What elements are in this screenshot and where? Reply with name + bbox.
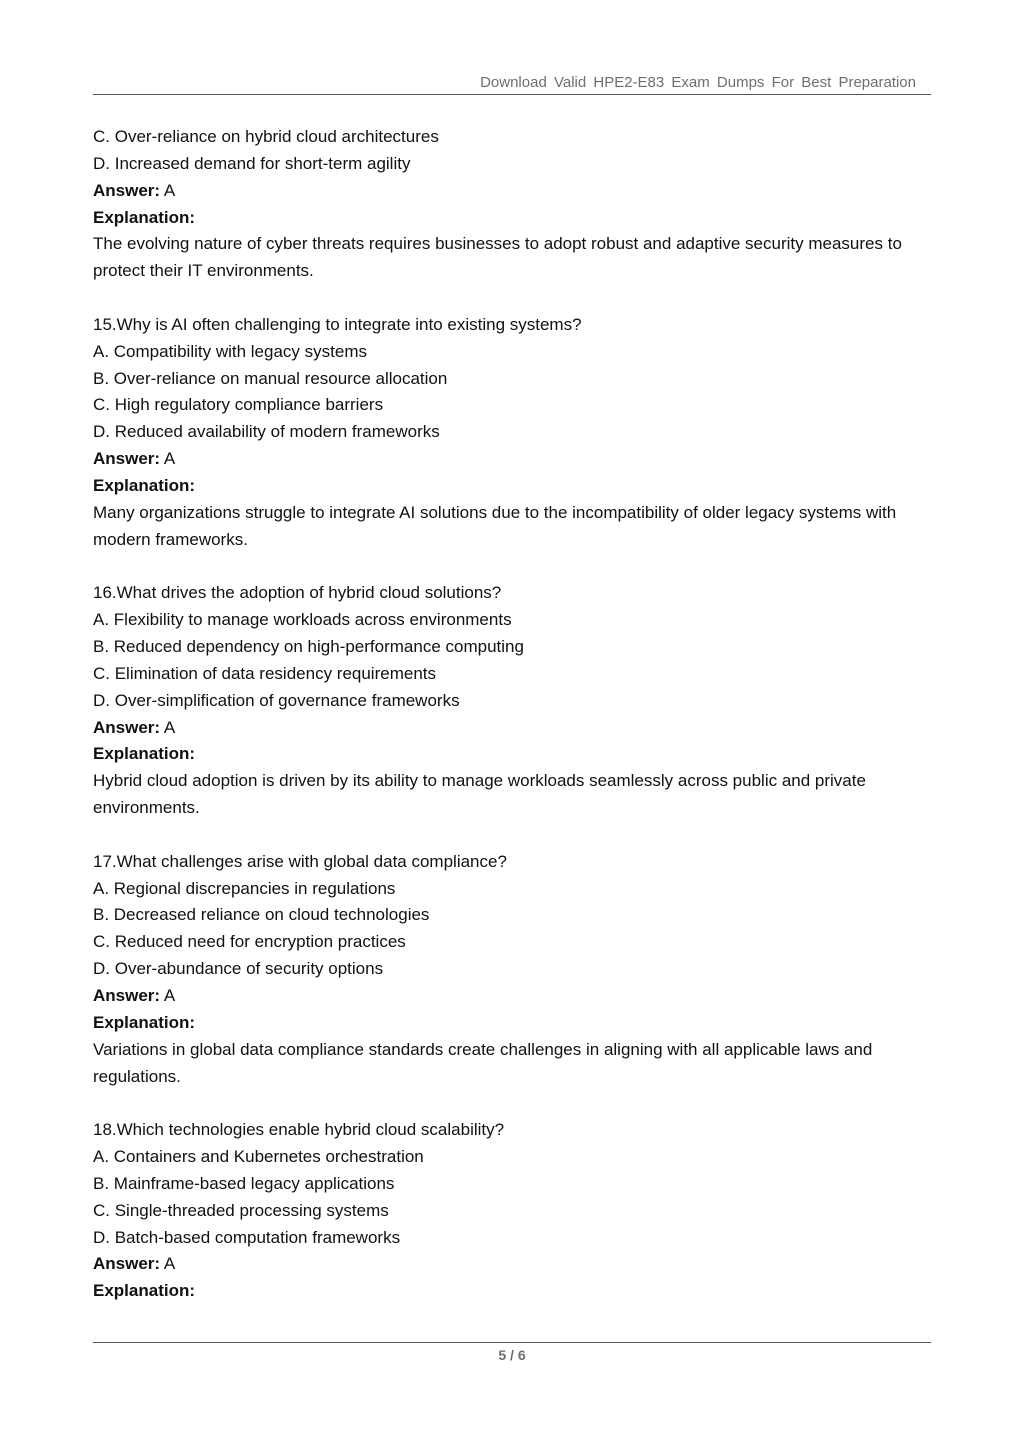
answer-line <box>93 983 938 1010</box>
spacer <box>93 1090 938 1117</box>
option-c: C. Single-threaded processing systems <box>93 1200 389 1220</box>
answer-line <box>93 446 938 473</box>
option-a: A. Regional discrepancies in regulations <box>93 878 396 898</box>
option-b: B. Reduced dependency on high-performance computing <box>93 637 524 657</box>
question-text: 15.Why is AI often challenging to integrate into existing systems? <box>93 314 582 334</box>
answer-label: Answer: <box>93 449 161 469</box>
spacer <box>93 554 938 581</box>
explanation-text: Hybrid cloud adoption is driven by its ability to manage workloads seamlessly across public and private environments. <box>93 771 866 818</box>
page-number: 5 / 6 <box>498 1347 526 1363</box>
answer-line <box>93 715 938 742</box>
question-text: 17.What challenges arise with global data compliance? <box>93 851 507 871</box>
option-b: B. Decreased reliance on cloud technologies <box>93 905 430 925</box>
answer-value: A <box>160 180 176 200</box>
option-a: A. Flexibility to manage workloads across environments <box>93 610 512 630</box>
question-text: 16.What drives the adoption of hybrid cloud solutions? <box>93 583 502 603</box>
answer-label: Answer: <box>93 717 161 737</box>
question-text: 18.Which technologies enable hybrid cloud scalability? <box>93 1120 505 1140</box>
answer-value: A <box>160 1254 176 1274</box>
question-block-18 <box>93 1117 938 1305</box>
explanation-text: The evolving nature of cyber threats requires businesses to adopt robust and adaptive security measures to protect their IT environments. <box>93 234 902 281</box>
explanation-label: Explanation: <box>93 744 196 764</box>
question-block-17 <box>93 849 938 1091</box>
option-a: A. Compatibility with legacy systems <box>93 341 367 361</box>
document-body <box>93 124 938 1305</box>
explanation-label: Explanation: <box>93 1012 196 1032</box>
option-b: B. Over-reliance on manual resource allocation <box>93 368 448 388</box>
page-header <box>93 72 931 95</box>
answer-line <box>93 1251 938 1278</box>
option-c: C. High regulatory compliance barriers <box>93 395 384 415</box>
option-c: C. Reduced need for encryption practices <box>93 932 406 952</box>
answer-value: A <box>160 449 176 469</box>
option-d: D. Reduced availability of modern frameworks <box>93 422 440 442</box>
answer-line <box>93 178 938 205</box>
question-block-continued <box>93 124 938 285</box>
question-block-15 <box>93 312 938 554</box>
answer-value: A <box>160 717 176 737</box>
question-block-16 <box>93 580 938 822</box>
option-d: D. Batch-based computation frameworks <box>93 1227 401 1247</box>
explanation-text: Many organizations struggle to integrate AI solutions due to the incompatibility of older legacy systems with modern frameworks. <box>93 502 897 549</box>
page-footer <box>93 1342 931 1363</box>
spacer <box>93 285 938 312</box>
option-b: B. Mainframe-based legacy applications <box>93 1173 395 1193</box>
option-c: C. Over-reliance on hybrid cloud architectures <box>93 127 439 146</box>
explanation-label: Explanation: <box>93 475 196 495</box>
option-a: A. Containers and Kubernetes orchestration <box>93 1147 424 1167</box>
answer-label: Answer: <box>93 180 161 200</box>
spacer <box>93 822 938 849</box>
explanation-label: Explanation: <box>93 207 196 227</box>
header-title: Download Valid HPE2-E83 Exam Dumps For Best Preparation <box>480 74 916 91</box>
answer-value: A <box>160 986 176 1005</box>
option-d: D. Increased demand for short-term agility <box>93 153 411 173</box>
option-d: D. Over-simplification of governance frameworks <box>93 690 460 710</box>
option-d: D. Over-abundance of security options <box>93 959 384 979</box>
explanation-text: Variations in global data compliance standards create challenges in aligning with all applicable laws and regulations. <box>93 1039 873 1086</box>
explanation-label: Explanation: <box>93 1281 196 1301</box>
answer-label: Answer: <box>93 1254 161 1274</box>
option-c: C. Elimination of data residency requirements <box>93 663 436 683</box>
answer-label: Answer: <box>93 986 161 1005</box>
